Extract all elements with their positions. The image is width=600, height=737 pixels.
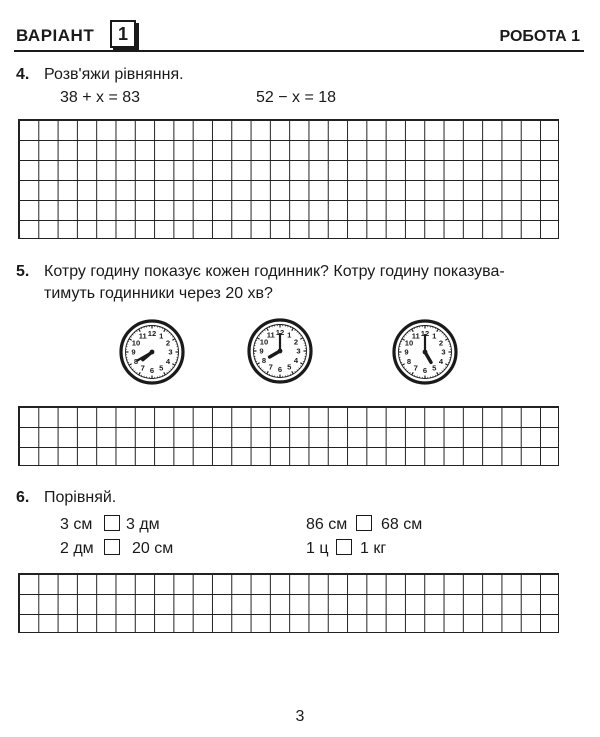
clock-numeral: 9 <box>131 347 136 357</box>
clock-numeral: 11 <box>266 330 275 340</box>
compare-3-left: 2 дм <box>60 540 94 557</box>
clock-numeral: 2 <box>438 338 444 348</box>
clock-center-pin <box>423 350 428 355</box>
compare-3-right: 20 см <box>132 540 174 557</box>
clock-numeral: 7 <box>413 363 418 373</box>
header-divider <box>14 50 584 52</box>
compare-1-left: 3 см <box>60 516 93 533</box>
clock-numeral: 11 <box>138 331 147 341</box>
clock-numeral: 7 <box>140 363 145 373</box>
page-header <box>14 20 584 50</box>
compare-2-right: 68 см <box>381 516 423 533</box>
clock-numeral: 12 <box>420 329 430 339</box>
task-5-text-line1: Котру годину показує кожен годинник? Котру годину показува- <box>44 263 505 280</box>
task-4-number: 4. <box>16 66 30 83</box>
clock-numeral: 5 <box>287 362 292 372</box>
clock-center-pin <box>278 349 283 354</box>
clock-1 <box>119 319 185 385</box>
task-5-number: 5. <box>16 263 30 280</box>
clock-numeral: 1 <box>159 331 164 341</box>
clock-numeral: 3 <box>441 347 446 357</box>
clock-numeral: 12 <box>275 328 285 338</box>
clock-numeral: 8 <box>133 356 139 366</box>
compare-2-left: 86 см <box>306 516 348 533</box>
clock-numeral: 1 <box>287 330 292 340</box>
compare-4-answer-box[interactable] <box>336 539 352 555</box>
clock-center-pin <box>150 350 155 355</box>
compare-3-answer-box[interactable] <box>104 539 120 555</box>
clock-numeral: 8 <box>406 356 412 366</box>
clock-numeral: 7 <box>268 362 273 372</box>
clock-numeral: 4 <box>438 356 444 366</box>
clock-numeral: 3 <box>296 346 301 356</box>
clock-numeral: 4 <box>293 355 299 365</box>
clock-numeral: 2 <box>165 338 171 348</box>
answer-grid-task-5[interactable] <box>18 406 559 466</box>
task-5-text-line2: тимуть годинники через 20 хв? <box>44 285 273 302</box>
task-6-number: 6. <box>16 489 30 506</box>
compare-1-answer-box[interactable] <box>104 515 120 531</box>
clock-numeral: 12 <box>147 329 157 339</box>
answer-grid-task-4[interactable] <box>18 119 559 239</box>
clock-numeral: 4 <box>165 356 171 366</box>
clock-numeral: 5 <box>432 363 437 373</box>
compare-4-right: 1 кг <box>360 540 387 557</box>
clock-2 <box>247 318 313 384</box>
answer-grid-task-6[interactable] <box>18 573 559 633</box>
clock-numeral: 10 <box>259 337 269 347</box>
task-6-text: Порівняй. <box>44 489 117 506</box>
work-label: РОБОТА 1 <box>499 28 580 45</box>
clock-numeral: 9 <box>404 347 409 357</box>
page-number: 3 <box>295 708 305 725</box>
variant-number-box: 1 <box>110 20 136 48</box>
clock-numeral: 11 <box>411 331 420 341</box>
clock-numeral: 10 <box>404 338 414 348</box>
compare-1-right: 3 дм <box>126 516 160 533</box>
clock-numeral: 1 <box>432 331 437 341</box>
clock-numeral: 6 <box>422 366 428 376</box>
clock-numeral: 8 <box>261 355 267 365</box>
clock-numeral: 6 <box>149 366 155 376</box>
equation-1: 38 + x = 83 <box>60 89 141 106</box>
clock-numeral: 3 <box>168 347 173 357</box>
clock-numeral: 5 <box>159 363 164 373</box>
clock-3 <box>392 319 458 385</box>
clock-numeral: 2 <box>293 337 299 347</box>
variant-label: ВАРІАНТ <box>16 26 95 45</box>
clock-numeral: 9 <box>259 346 264 356</box>
clock-numeral: 10 <box>131 338 141 348</box>
compare-2-answer-box[interactable] <box>356 515 372 531</box>
compare-4-left: 1 ц <box>306 540 329 557</box>
equation-2: 52 − x = 18 <box>256 89 337 106</box>
task-4-text: Розв'яжи рівняння. <box>44 66 184 83</box>
clock-numeral: 6 <box>277 365 283 375</box>
